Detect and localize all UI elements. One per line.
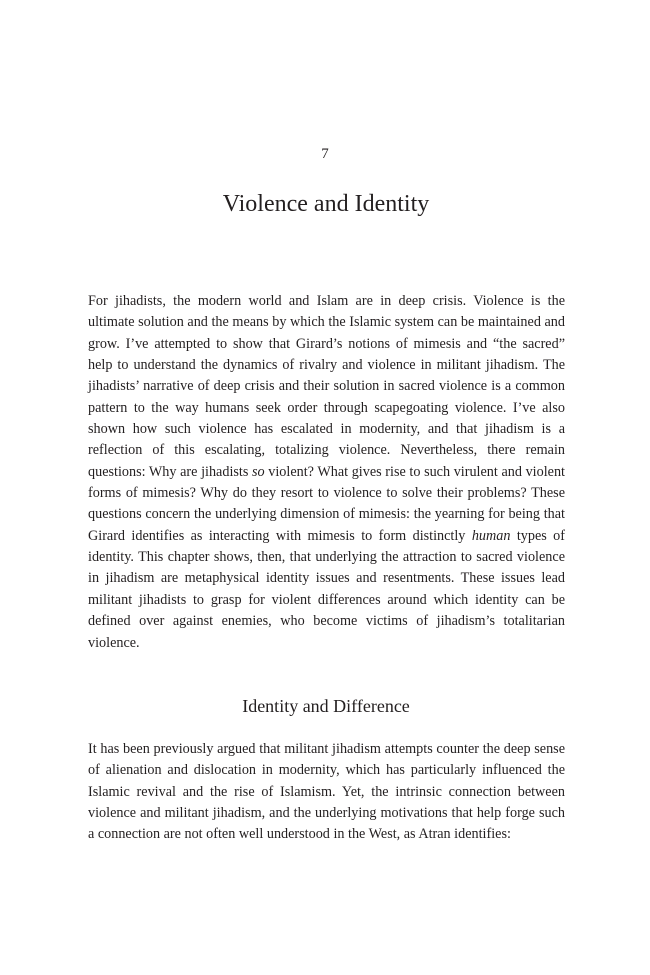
section-heading: Identity and Difference	[242, 696, 410, 716]
chapter-title: Violence and Identity	[222, 191, 430, 217]
paragraph-text: For jihadists, the modern world and Islam are in deep crisis. Violence is the ultimate solution and the means by which the Islamic system can be maintained and grow. I’ve attempted to show that Girard’s notions of mimesis and “the sacred” help to understand the dynamics of rivalry and violence in militant jihadism. The jihadists’ narrative of deep crisis and their solution in sacred violence is a common pattern to the way humans seek order through scapegoating violence. I’ve also shown how such violence has escalated in modernity, and that jihadism is a reflection of this escalating, totalizing violence. Nevertheless, there remain questions: Why are jihadists	[88, 293, 565, 480]
paragraph-text: violent? What gives rise to such virulent and violent forms of mimesis? Why do they resort to violence to solve their problems? These questions concern the underlying dimension of mimesis: the yearning for being that Girard identifies as interacting with mimesis to form distinctly	[88, 463, 565, 544]
paragraph-text: types of identity. This chapter shows, then, that underlying the attraction to sacred violence in jihadism are metaphysical identity issues and resentments. These issues lead militant jihadists to grasp for violent differences around which identity can be defined over against enemies, who become victims of jihadism’s totalitarian violence.	[88, 527, 565, 651]
chapter-number: 7	[321, 146, 329, 162]
body-paragraph-2: It has been previously argued that militant jihadism attempts counter the deep sense of alienation and dislocation in modernity, which has particularly influenced the Islamic revival and the rise of Islamism. Yet, the intrinsic connection between violence and militant jihadism, and the underlying motivations that help forge such a connection are not often well understood in the West, as Atran identifies:	[88, 741, 565, 843]
body-paragraph-1	[88, 291, 565, 654]
italic-emphasis: so	[252, 463, 265, 480]
italic-emphasis: human	[471, 527, 511, 544]
